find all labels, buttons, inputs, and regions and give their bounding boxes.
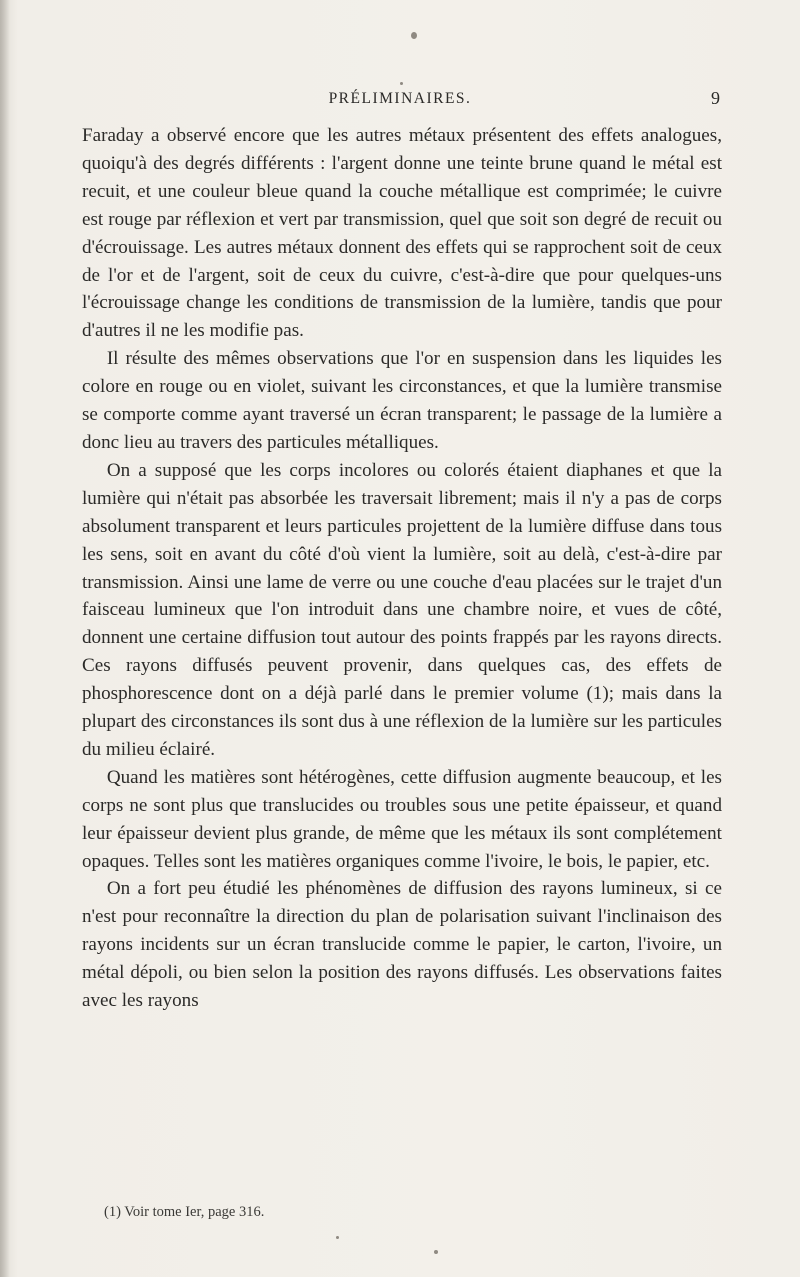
- paragraph: Faraday a observé encore que les autres métaux présentent des effets analogues, quoiqu'à des degrés différents : l'argent donne une teinte brune quand le métal est recuit, et une couleur bleue quand la couche métallique est comprimée; le cuivre est rouge par réflexion et vert par transmission, quel que soit son degré de recuit ou d'écrouissage. Les autres métaux donnent des effets qui se rapprochent soit de ceux de l'or et de l'argent, soit de ceux du cuivre, c'est-à-dire que pour quelques-uns l'écrouissage change les conditions de transmission de la lumière, tandis que pour d'autres il ne les modifie pas.: [82, 125, 722, 342]
- ink-speck: [411, 32, 417, 39]
- ink-speck: [400, 82, 403, 85]
- binding-shadow: [0, 0, 10, 1277]
- paragraph: Quand les matières sont hétérogènes, cette diffusion augmente beaucoup, et les corps ne sont plus que translucides ou troubles sous une petite épaisseur, et quand leur épaisseur devient plus grande, de même que les métaux ils sont complétement opaques. Telles sont les matières organiques comme l'ivoire, le bois, le papier, etc.: [82, 766, 722, 872]
- page-header: [80, 90, 720, 114]
- body-text: [82, 122, 722, 1015]
- ink-speck: [336, 1236, 339, 1239]
- page-number: 9: [711, 88, 720, 108]
- paragraph: On a supposé que les corps incolores ou colorés étaient diaphanes et que la lumière qui n'était pas absorbée les traversait librement; mais il n'y a pas de corps absolument transparent et leurs particules projettent de la lumière diffuse dans tous les sens, soit en avant du côté d'où vient la lumière, soit au delà, c'est-à-dire par transmission. Ainsi une lame de verre ou une couche d'eau placées sur le trajet d'un faisceau lumineux que l'on introduit dans une chambre noire, et vues de côté, donnent une certaine diffusion tout autour des points frappés par les rayons directs. Ces rayons diffusés peuvent provenir, dans quelques cas, des effets de phosphorescence dont on a déjà parlé dans le premier volume (1); mais dans la plupart des circonstances ils sont dus à une réflexion de la lumière sur les particules du milieu éclairé.: [82, 459, 722, 760]
- paragraph: Il résulte des mêmes observations que l'or en suspension dans les liquides les colore en rouge ou en violet, suivant les circonstances, et que la lumière transmise se comporte comme ayant traversé un écran transparent; le passage de la lumière a donc lieu au travers des particules métalliques.: [82, 348, 722, 453]
- paragraph: On a fort peu étudié les phénomènes de diffusion des rayons lumineux, si ce n'est pour reconnaître la direction du plan de polarisation suivant l'inclinaison des rayons incidents sur un écran translucide comme le papier, le carton, l'ivoire, un métal dépoli, ou bien selon la position des rayons diffusés. Les observations faites avec les rayons: [82, 878, 722, 1012]
- ink-speck: [434, 1250, 438, 1254]
- running-title: PRÉLIMINAIRES.: [328, 90, 472, 107]
- footnote: (1) Voir tome Ier, page 316.: [104, 1204, 265, 1220]
